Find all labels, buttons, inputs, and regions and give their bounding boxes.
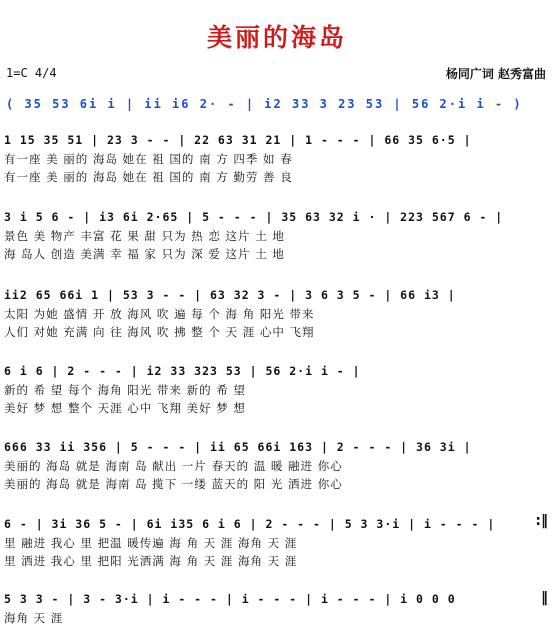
system-5 bbox=[4, 440, 550, 493]
lyric-line: 美丽的 海岛 就是 海南 岛 献出 一片 春天的 温 暖 融进 你心 bbox=[4, 459, 343, 473]
lyric-line: 景色 美 物产 丰富 花 果 甜 只为 热 恋 这片 土 地 bbox=[4, 229, 285, 243]
system-7 bbox=[4, 592, 550, 627]
credits: 杨同广词 赵秀富曲 bbox=[445, 67, 546, 81]
notes-line: ii2 65 66i 1 | 53 3 - - | 63 32 3 - | 3 6 3 5 - | 66 i3 | bbox=[4, 288, 456, 302]
repeat-end-barline: :‖ bbox=[535, 513, 548, 529]
song-title: 美丽的海岛 bbox=[206, 23, 347, 52]
lyric-line: 海角 天 涯 bbox=[4, 611, 64, 625]
lyric-line: 有一座 美 丽的 海岛 她在 祖 国的 南 方 四季 如 春 bbox=[4, 152, 293, 166]
lyric-line: 新的 希 望 每个 海角 阳光 带来 新的 希 望 bbox=[4, 383, 246, 397]
notes-line: 6 - | 3i 36 5 - | 6i i35 6 i 6 | 2 - - - | 5 3 3·i | i - - - | bbox=[4, 517, 496, 531]
key-time-signature: 1=C 4/4 bbox=[6, 66, 57, 80]
notes-line: 6 i 6 | 2 - - - | i2 33 323 53 | 56 2·i i - | bbox=[4, 364, 361, 378]
lyric-line: 里 洒进 我心 里 把阳 光洒满 海 角 天 涯 海角 天 涯 bbox=[4, 554, 298, 568]
system-4 bbox=[4, 364, 550, 417]
notes-line: 1 15 35 51 | 23 3 - - | 22 63 31 21 | 1 - - - | 66 35 6·5 | bbox=[4, 133, 472, 147]
system-6 bbox=[4, 517, 550, 570]
notes-line: 3 i 5 6 - | i3 6i 2·65 | 5 - - - | 35 63 32 i · | 223 567 6 - | bbox=[4, 210, 504, 224]
system-1 bbox=[4, 133, 550, 186]
system-3 bbox=[4, 288, 550, 341]
final-barline: ‖ bbox=[541, 590, 548, 606]
lyric-line: 里 融进 我心 里 把温 暖传遍 海 角 天 涯 海角 天 涯 bbox=[4, 536, 298, 550]
lyric-line: 海 岛人 创造 美满 幸 福 家 只为 深 爱 这片 土 地 bbox=[4, 247, 285, 261]
prelude-notes: ( 35 53 6i i | ii i6 2· - | i2 33 3 23 53 | 56 2·i i - ) bbox=[6, 97, 523, 111]
lyric-line: 有一座 美 丽的 海岛 她在 祖 国的 南 方 勤劳 善 良 bbox=[4, 170, 293, 184]
lyric-line: 人们 对她 充满 向 往 海风 吹 拂 整 个 天 涯 心中 飞翔 bbox=[4, 325, 315, 339]
notes-line: 666 33 ii 356 | 5 - - - | ii 65 66i 163 | 2 - - - | 36 3i | bbox=[4, 440, 472, 454]
system-2 bbox=[4, 210, 550, 263]
lyric-line: 美好 梦 想 整个 天涯 心中 飞翔 美好 梦 想 bbox=[4, 401, 246, 415]
lyric-line: 太阳 为她 盛情 开 放 海风 吹 遍 每 个 海 角 阳光 带来 bbox=[4, 307, 315, 321]
notes-line: 5 3 3 - | 3 - 3·i | i - - - | i - - - | i - - - | i 0 0 0 bbox=[4, 592, 456, 606]
lyric-line: 美丽的 海岛 就是 海南 岛 揽下 一缕 蓝天的 阳 光 洒进 你心 bbox=[4, 477, 343, 491]
